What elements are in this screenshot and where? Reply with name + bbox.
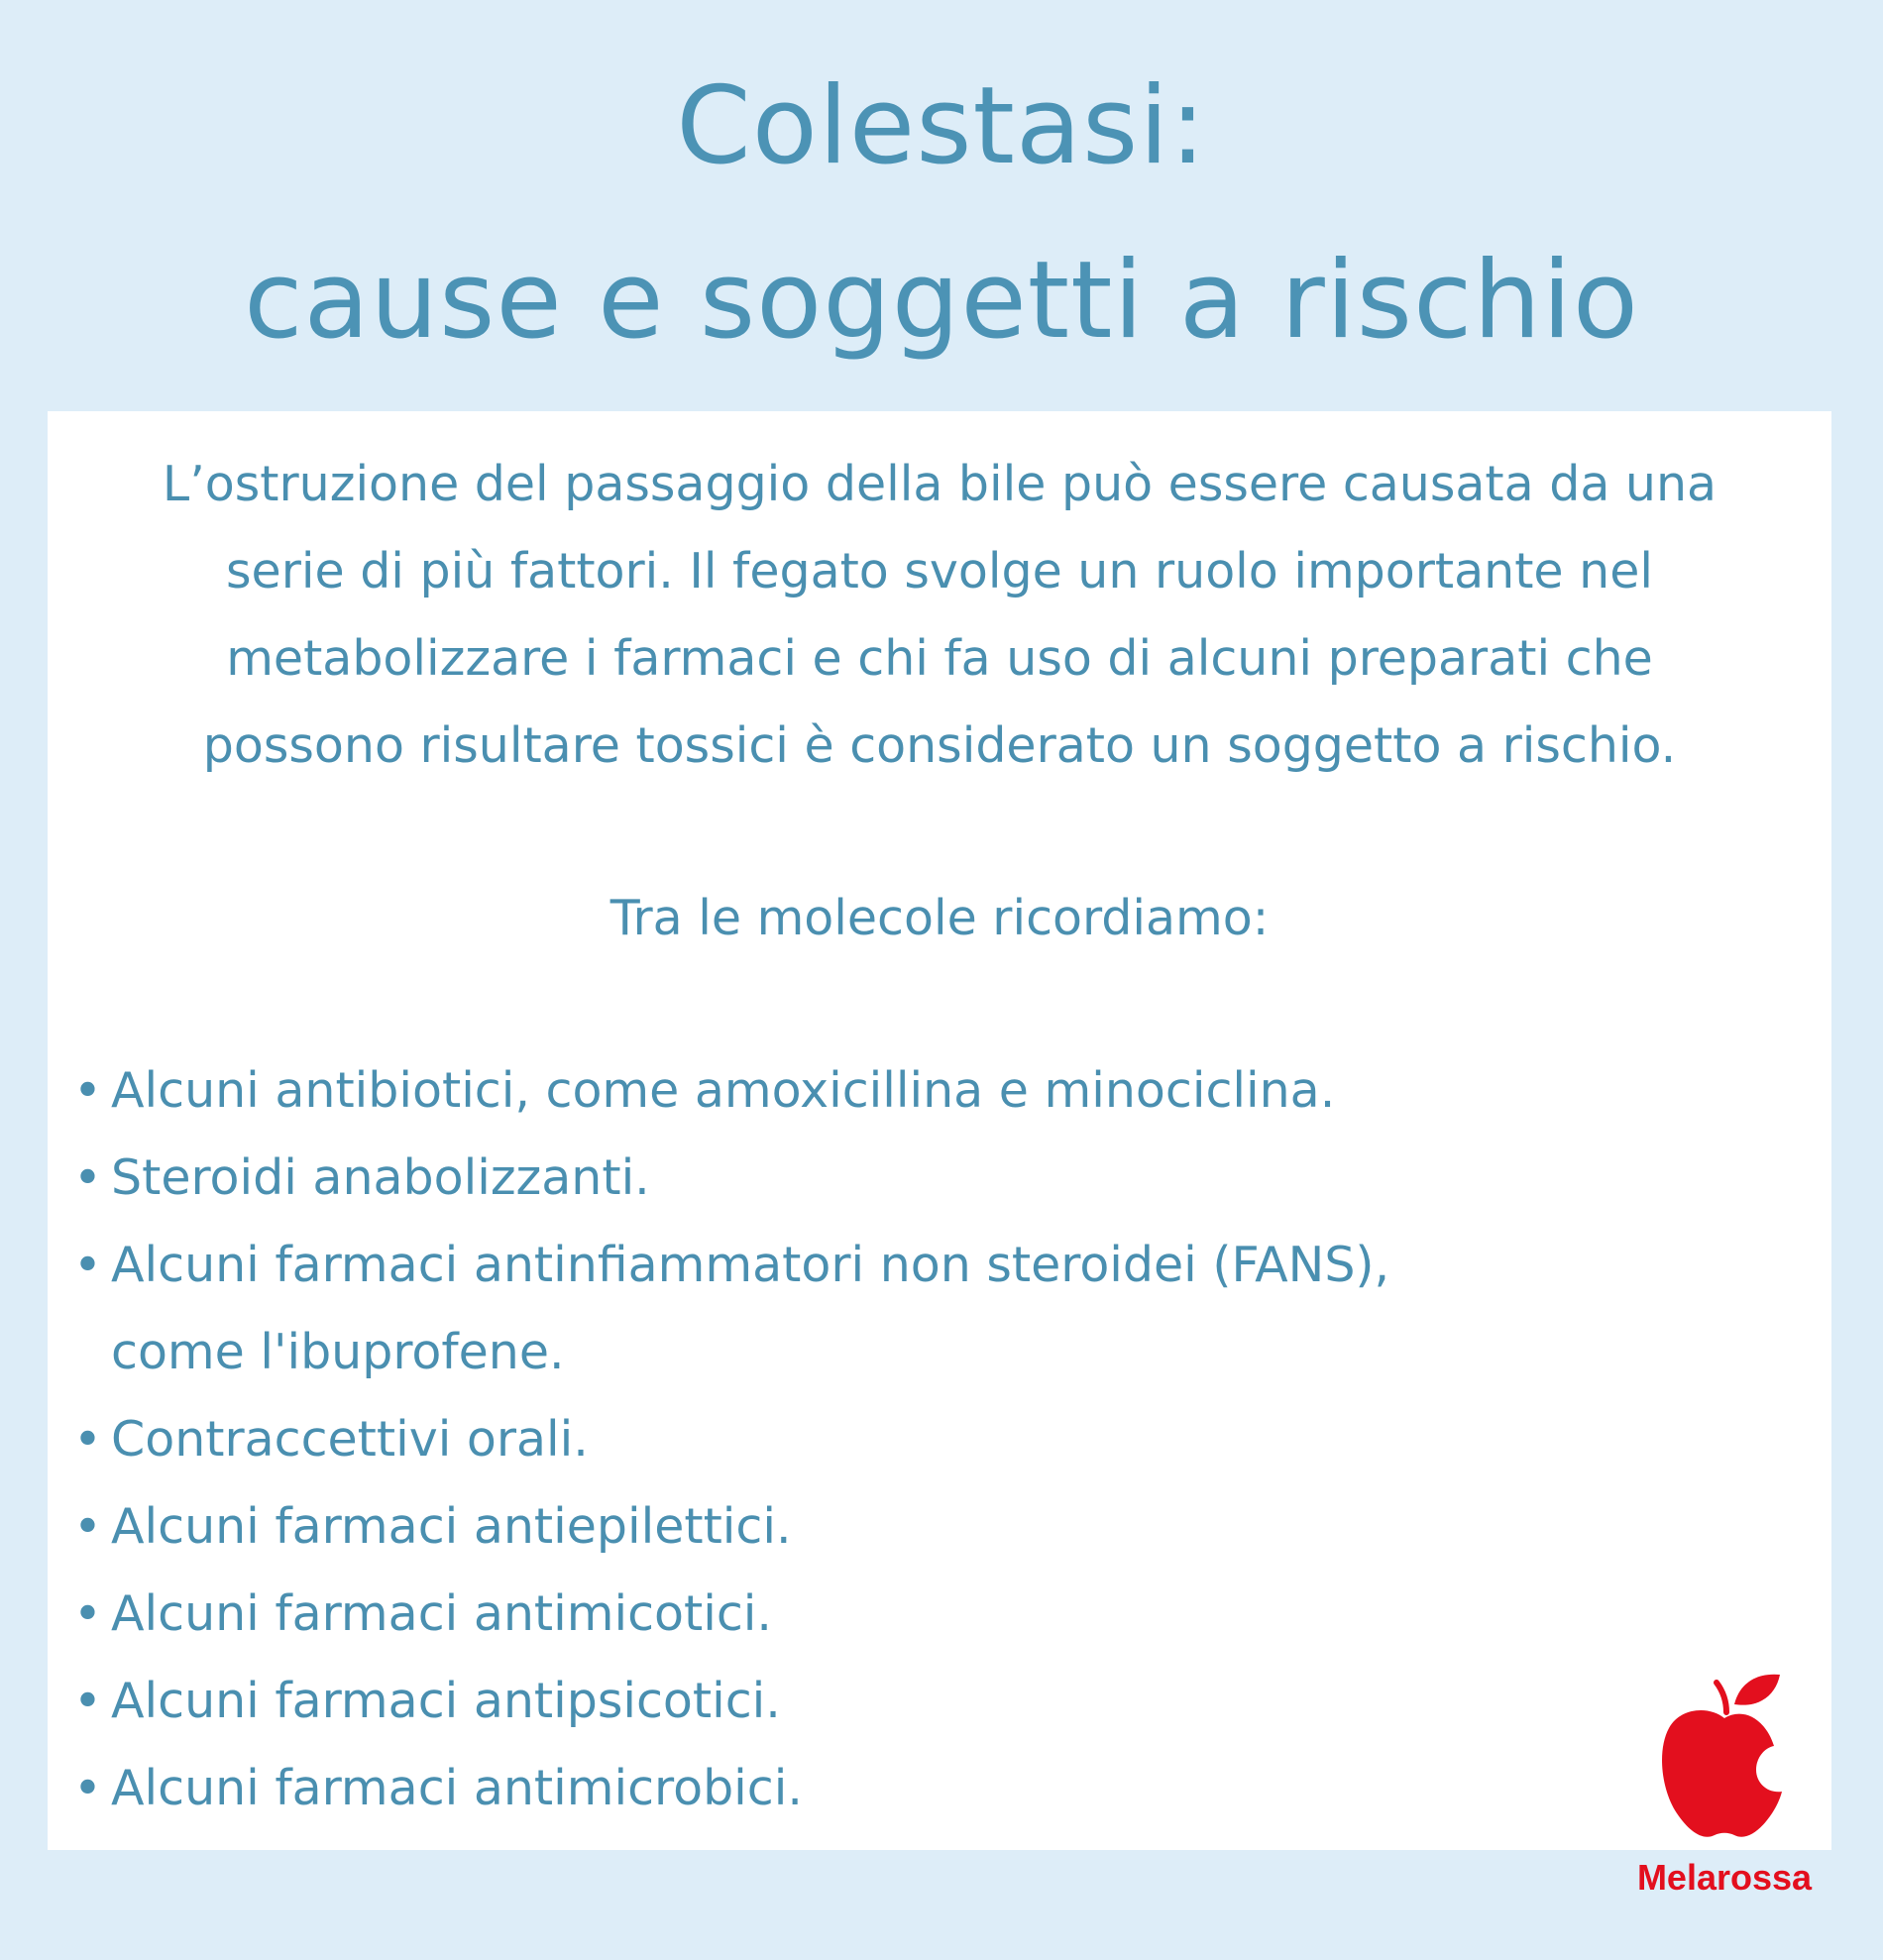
list-heading: Tra le molecole ricordiamo: — [609, 890, 1270, 946]
intro-line: possono risultare tossici è considerato un soggetto a rischio. — [202, 717, 1677, 774]
molecule-list — [73, 1047, 1679, 1832]
title-line-2: cause e soggetti a rischio — [244, 239, 1639, 363]
list-item-continuation — [73, 1309, 1679, 1396]
list-item — [73, 1745, 1679, 1832]
bullet-icon: • — [73, 1760, 102, 1816]
page-title — [0, 40, 1883, 388]
list-item-text: Alcuni farmaci antipsicotici. — [111, 1673, 781, 1729]
bullet-icon: • — [73, 1498, 102, 1555]
list-item-text: Alcuni farmaci antimicrobici. — [111, 1760, 803, 1816]
list-item — [73, 1396, 1679, 1483]
apple-icon — [1657, 1667, 1792, 1845]
bullet-icon: • — [73, 1149, 102, 1206]
list-item — [73, 1658, 1679, 1745]
bullet-icon: • — [73, 1411, 102, 1468]
brand-name: Melarossa — [1636, 1857, 1813, 1898]
list-item — [73, 1135, 1679, 1222]
intro-paragraph — [48, 441, 1831, 790]
bullet-icon: • — [73, 1237, 102, 1293]
title-line-1: Colestasi: — [676, 64, 1207, 188]
list-item — [73, 1571, 1679, 1658]
list-item-text: Steroidi anabolizzanti. — [111, 1149, 650, 1206]
list-item-text: Alcuni antibiotici, come amoxicillina e minociclina. — [111, 1062, 1336, 1119]
list-item — [73, 1222, 1679, 1309]
intro-line: metabolizzare i farmaci e chi fa uso di alcuni preparati che — [226, 630, 1653, 687]
brand-logo — [1606, 1667, 1843, 1914]
bullet-icon: • — [73, 1062, 102, 1119]
list-item — [73, 1047, 1679, 1135]
intro-line: serie di più fattori. Il fegato svolge un ruolo importante nel — [226, 543, 1653, 599]
list-item — [73, 1483, 1679, 1571]
list-item-text: Alcuni farmaci antiepilettici. — [111, 1498, 792, 1555]
bullet-icon: • — [73, 1585, 102, 1642]
list-item-text: come l'ibuprofene. — [111, 1324, 565, 1380]
bullet-icon: • — [73, 1673, 102, 1729]
list-item-text: Contraccettivi orali. — [111, 1411, 589, 1468]
list-item-text: Alcuni farmaci antimicotici. — [111, 1585, 772, 1642]
list-item-text: Alcuni farmaci antinfiammatori non steroidei (FANS), — [111, 1237, 1390, 1293]
intro-line: L’ostruzione del passaggio della bile può essere causata da una — [162, 456, 1717, 512]
content-card — [48, 411, 1831, 1850]
